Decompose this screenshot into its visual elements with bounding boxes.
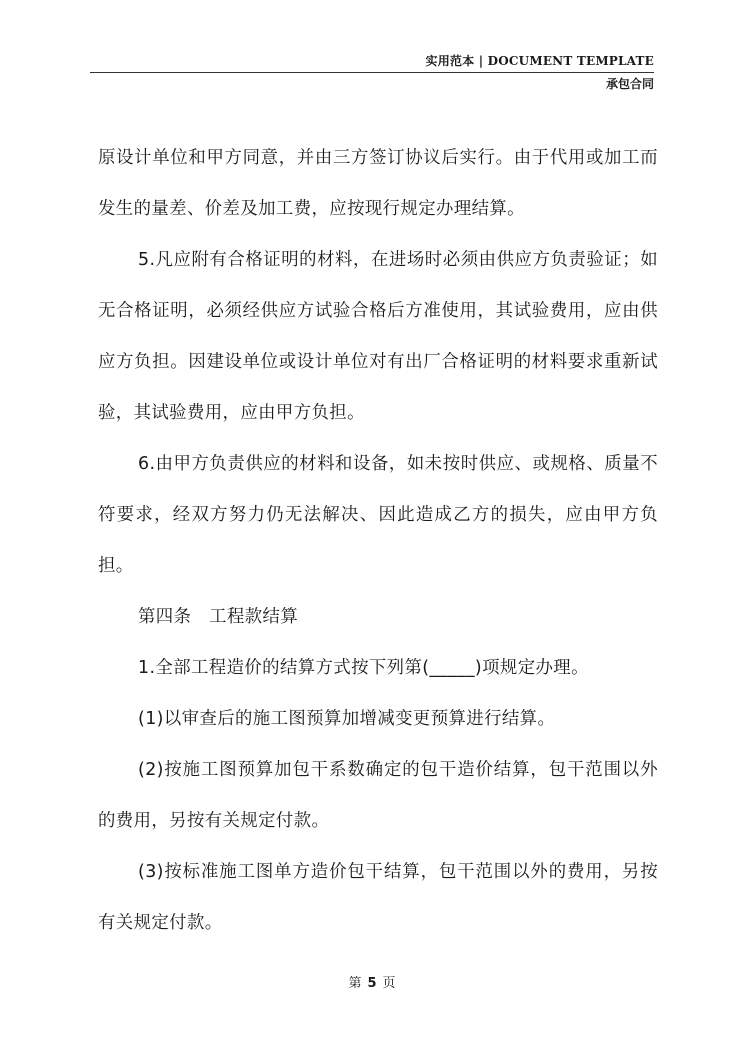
paragraph-option-2: (2)按施工图预算加包干系数确定的包干造价结算，包干范围以外的费用，另按有关规定付款。 xyxy=(98,760,658,831)
header-subtitle: 承包合同 xyxy=(605,77,654,91)
section-heading-article-4: 第四条 工程款结算 xyxy=(138,607,299,627)
page-header xyxy=(90,52,654,94)
paragraph-clause-1: 1.全部工程造价的结算方式按下列第(_____)项规定办理。 xyxy=(138,658,589,678)
paragraph-clause-5: 5.凡应附有合格证明的材料，在进场时必须由供应方负责验证；如无合格证明，必须经供应方试验合格后方准使用，其试验费用，应由供应方负担。因建设单位或设计单位对有出厂合格证明的材料要求重新试验，其试验费用，应由甲方负担。 xyxy=(98,250,658,423)
paragraph-option-1: (1)以审查后的施工图预算加增减变更预算进行结算。 xyxy=(138,709,556,729)
header-title: 实用范本 | DOCUMENT TEMPLATE xyxy=(425,54,654,68)
paragraph-option-3: (3)按标准施工图单方造价包干结算，包干范围以外的费用，另按有关规定付款。 xyxy=(98,862,658,933)
document-body xyxy=(98,133,658,949)
page-number: 5 xyxy=(367,976,377,991)
footer-prefix: 第 xyxy=(348,976,362,991)
header-divider xyxy=(90,72,654,73)
paragraph-continuation: 原设计单位和甲方同意，并由三方签订协议后实行。由于代用或加工而发生的量差、价差及加工费，应按现行规定办理结算。 xyxy=(98,148,658,219)
paragraph-clause-6: 6.由甲方负责供应的材料和设备，如未按时供应、或规格、质量不符要求，经双方努力仍无法解决、因此造成乙方的损失，应由甲方负担。 xyxy=(98,454,658,576)
page-footer xyxy=(0,972,744,991)
footer-suffix: 页 xyxy=(382,976,396,991)
